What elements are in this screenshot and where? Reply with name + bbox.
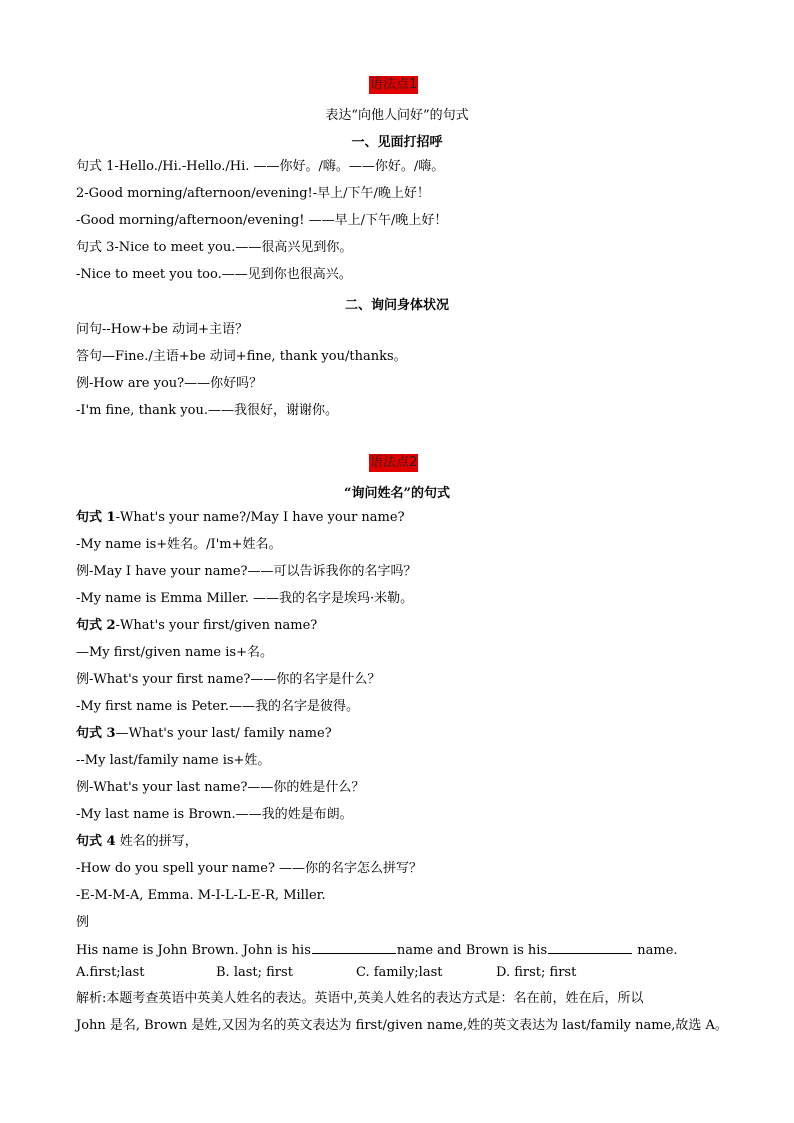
analysis-line-2: John 是名, Brown 是姓,又因为名的英文表达为 first/given name,姓的英文表达为 last/family name,故选 A。 <box>76 1018 728 1033</box>
analysis-line-1: 解析:本题考查英语中英美人姓名的表达。英语中,英美人姓名的表达方式是：名在前，姓在后，所以 <box>76 991 644 1006</box>
pattern-3-line-4: -My last name is Brown.——我的姓是布朗。 <box>76 807 353 822</box>
question-part-2: name and Brown is his <box>396 943 548 958</box>
pattern-4-label: 句式 4 <box>76 834 116 849</box>
answer-blank-1 <box>312 940 396 954</box>
pattern-2-line-2: —My first/given name is+名。 <box>76 645 273 660</box>
option-d: D. first; first <box>496 965 577 980</box>
health-line-3: 例-How are you?——你好吗？ <box>76 376 263 391</box>
pattern-1-line <box>76 509 405 527</box>
pattern-2-line <box>76 617 317 635</box>
option-b: B. last; first <box>216 965 293 980</box>
pattern-2-text: -What's your first/given name? <box>115 618 318 633</box>
greeting-line-4: 句式 3-Nice to meet you.——很高兴见到你。 <box>76 240 353 255</box>
health-line-2: 答句—Fine./主语+be 动词+fine, thank you/thanks。 <box>76 349 407 364</box>
option-c: C. family;last <box>356 965 443 980</box>
pattern-4-line-3: -E-M-M-A, Emma. M-I-L-L-E-R, Miller. <box>76 888 326 903</box>
pattern-3-label: 句式 3 <box>76 726 116 741</box>
pattern-2-label: 句式 2 <box>76 618 116 633</box>
health-line-1: 问句--How+be 动词+主语？ <box>76 322 249 337</box>
greeting-line-1: 句式 1-Hello./Hi.-Hello./Hi. ——你好。/嗨。——你好。/嗨。 <box>76 159 445 174</box>
grammar-point-2-badge: 语法点2 <box>370 455 418 470</box>
exercise-question <box>76 940 678 960</box>
section1-heading-greeting: 一、见面打招呼 <box>351 135 443 150</box>
greeting-line-2: 2-Good morning/afternoon/evening!-早上/下午/晚上好！ <box>76 186 430 201</box>
health-line-4: -I'm fine, thank you.——我很好，谢谢你。 <box>76 403 338 418</box>
pattern-2-line-3: 例-What's your first name?——你的名字是什么？ <box>76 672 381 687</box>
grammar-point-1-badge: 语法点1 <box>370 77 418 92</box>
pattern-3-line <box>76 725 332 743</box>
answer-blank-2 <box>548 940 632 954</box>
pattern-3-line-3: 例-What's your last name?——你的姓是什么？ <box>76 780 365 795</box>
pattern-3-line-2: --My last/family name is+姓。 <box>76 753 271 768</box>
question-part-3: name. <box>633 943 678 958</box>
pattern-1-label: 句式 1 <box>76 510 116 525</box>
option-a: A.first;last <box>76 965 145 980</box>
pattern-4-text: 姓名的拼写， <box>115 834 198 849</box>
pattern-4-line-2: -How do you spell your name? ——你的名字怎么拼写？ <box>76 861 423 876</box>
section1-heading-health: 二、询问身体状况 <box>344 298 449 313</box>
section2-title: “询问姓名”的句式 <box>344 486 450 501</box>
pattern-2-line-4: -My first name is Peter.——我的名字是彼得。 <box>76 699 360 714</box>
pattern-1-line-2: -My name is+姓名。/I'm+姓名。 <box>76 537 282 552</box>
greeting-line-3: -Good morning/afternoon/evening! ——早上/下午/晚上好！ <box>76 213 448 228</box>
pattern-1-text: -What's your name?/May I have your name? <box>115 510 405 525</box>
greeting-line-5: -Nice to meet you too.——见到你也很高兴。 <box>76 267 352 282</box>
pattern-1-line-4: -My name is Emma Miller. ——我的名字是埃玛·米勒。 <box>76 591 414 606</box>
example-label: 例 <box>76 915 90 930</box>
pattern-4-line <box>76 833 198 851</box>
question-part-1: His name is John Brown. John is his <box>76 943 311 958</box>
section1-title: 表达“向他人问好”的句式 <box>325 108 469 123</box>
pattern-3-text: —What's your last/ family name? <box>115 726 332 741</box>
pattern-1-line-3: 例-May I have your name?——可以告诉我你的名字吗？ <box>76 564 417 579</box>
